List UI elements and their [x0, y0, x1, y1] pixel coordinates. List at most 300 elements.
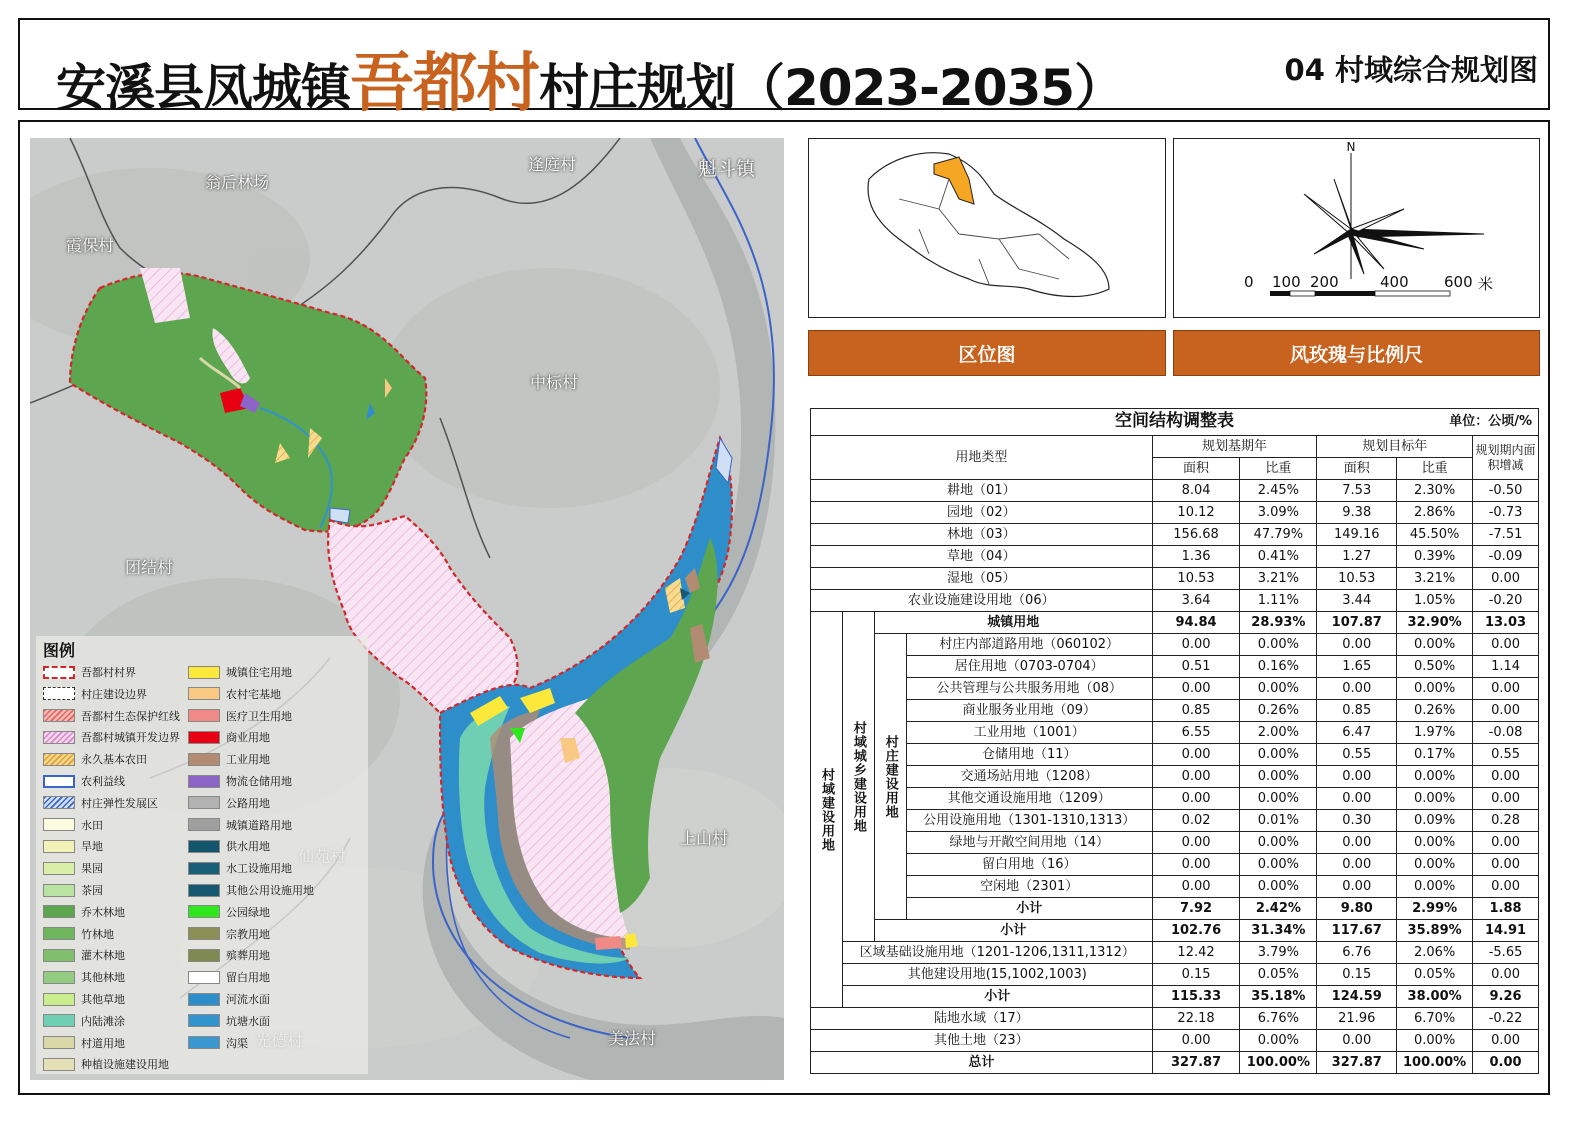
legend-swatch	[43, 687, 75, 700]
table-cell: 2.30%	[1397, 480, 1473, 502]
table-cell: 0.00	[1152, 1030, 1240, 1052]
legend-item	[188, 817, 292, 833]
legend-item	[43, 969, 125, 985]
table-cell: 31.34%	[1240, 920, 1317, 942]
table-cell: 0.00%	[1240, 788, 1317, 810]
table-row	[811, 986, 1539, 1008]
title-bar	[18, 18, 1550, 121]
legend-item	[188, 882, 314, 898]
legend-swatch	[43, 1014, 75, 1027]
table-cell: 12.42	[1152, 942, 1240, 964]
legend-swatch	[188, 687, 220, 700]
table-cell: 0.00%	[1240, 766, 1317, 788]
legend-swatch	[188, 818, 220, 831]
table-cell: -0.50	[1473, 480, 1539, 502]
legend-item	[188, 1035, 248, 1051]
table-cell: 124.59	[1317, 986, 1397, 1008]
table-cell: 7.92	[1152, 898, 1240, 920]
table-cell: 2.45%	[1240, 480, 1317, 502]
legend-swatch	[43, 884, 75, 897]
table-cell: 0.00%	[1397, 854, 1473, 876]
table-row	[811, 634, 1539, 656]
legend-item	[43, 882, 103, 898]
group-label-middle: 村域城乡建设用地	[842, 612, 874, 942]
table-title: 空间结构调整表	[1115, 411, 1234, 431]
row-name: 城镇用地	[874, 612, 1152, 634]
table-row	[811, 876, 1539, 898]
legend-label: 其他公用设施用地	[226, 884, 314, 897]
legend-item	[188, 664, 292, 680]
title-highlight: 吾都村	[350, 47, 539, 121]
legend-swatch	[188, 927, 220, 940]
legend-item	[188, 991, 270, 1007]
table-cell: 0.00%	[1240, 854, 1317, 876]
row-name: 园地（02）	[811, 502, 1153, 524]
row-name: 居住用地（0703-0704）	[906, 656, 1152, 678]
table-cell: 6.76%	[1240, 1008, 1317, 1030]
table-row	[811, 722, 1539, 744]
row-name: 其他交通设施用地（1209）	[906, 788, 1152, 810]
legend-swatch	[43, 905, 75, 918]
place-label: 美法村	[608, 1029, 657, 1048]
table-cell: 0.85	[1317, 700, 1397, 722]
table-cell: 0.00	[1317, 854, 1397, 876]
subtotal-label: 小计	[842, 986, 1152, 1008]
legend-label: 灌木林地	[81, 949, 125, 963]
table-cell: 13.03	[1473, 612, 1539, 634]
table-cell: 0.00	[1317, 1030, 1397, 1052]
table-row	[811, 898, 1539, 920]
table-cell: 0.00%	[1240, 832, 1317, 854]
table-cell: 0.00%	[1240, 876, 1317, 898]
table-cell: 0.00%	[1240, 1030, 1317, 1052]
table-cell: -7.51	[1473, 524, 1539, 546]
table-cell: -0.09	[1473, 546, 1539, 568]
table-cell: 0.00	[1473, 876, 1539, 898]
legend-item	[188, 751, 270, 767]
table-cell: 0.00	[1317, 678, 1397, 700]
table-cell: 3.21%	[1397, 568, 1473, 590]
table-cell: 6.55	[1152, 722, 1240, 744]
legend-label: 供水用地	[226, 840, 270, 854]
legend-label: 吾都村生态保护红线	[81, 709, 180, 723]
row-name: 交通场站用地（1208）	[906, 766, 1152, 788]
table-cell: 0.00%	[1397, 678, 1473, 700]
table-cell: 0.00%	[1240, 678, 1317, 700]
legend-item	[43, 1056, 169, 1072]
place-label: 团结村	[125, 558, 174, 577]
table-row	[811, 920, 1539, 942]
row-name: 商业服务业用地（09）	[906, 700, 1152, 722]
legend-label: 城镇住宅用地	[226, 666, 292, 679]
table-cell: 7.53	[1317, 480, 1397, 502]
location-map	[809, 139, 1164, 315]
compass-scale-inset	[1173, 138, 1540, 318]
table-cell: 117.67	[1317, 920, 1397, 942]
table-cell: 3.64	[1152, 590, 1240, 612]
table-row	[811, 1030, 1539, 1052]
legend-item	[43, 729, 180, 745]
table-row	[811, 700, 1539, 722]
table-cell: 0.00	[1317, 766, 1397, 788]
subtotal-label: 小计	[906, 898, 1152, 920]
table-cell: 9.80	[1317, 898, 1397, 920]
table-cell: 2.99%	[1397, 898, 1473, 920]
legend-label: 村庄弹性发展区	[81, 796, 158, 810]
legend-label: 果园	[81, 862, 103, 876]
legend-item	[43, 686, 147, 702]
table-cell: 0.00	[1473, 854, 1539, 876]
row-name: 村庄内部道路用地（060102）	[906, 634, 1152, 656]
table-cell: -0.08	[1473, 722, 1539, 744]
legend-swatch	[188, 666, 220, 679]
legend-swatch	[188, 775, 220, 788]
table-cell: 10.53	[1152, 568, 1240, 590]
place-label: 霞保村	[66, 236, 115, 255]
table-cell: 0.26%	[1240, 700, 1317, 722]
table-cell: 3.79%	[1240, 942, 1317, 964]
table-row	[811, 480, 1539, 502]
location-map-label: 区位图	[808, 330, 1166, 376]
table-cell: 0.15	[1317, 964, 1397, 986]
table-row	[811, 788, 1539, 810]
legend-label: 物流仓储用地	[226, 775, 292, 788]
table-row	[811, 502, 1539, 524]
legend-item	[188, 904, 270, 920]
page-title	[56, 32, 1123, 124]
legend-item	[43, 708, 180, 724]
legend-swatch	[188, 731, 220, 744]
table-cell: 2.06%	[1397, 942, 1473, 964]
table-cell: -0.73	[1473, 502, 1539, 524]
table-cell: 0.00	[1152, 854, 1240, 876]
legend-swatch	[43, 993, 75, 1006]
legend-label: 殡葬用地	[226, 949, 270, 963]
table-row	[811, 590, 1539, 612]
row-name: 仓储用地（11）	[906, 744, 1152, 766]
table-cell: 0.00	[1317, 832, 1397, 854]
row-name: 公用设施用地（1301-1310,1313）	[906, 810, 1152, 832]
table-cell: 28.93%	[1240, 612, 1317, 634]
legend-item	[188, 926, 270, 942]
table-cell: 0.00%	[1240, 634, 1317, 656]
table-cell: 102.76	[1152, 920, 1240, 942]
row-name: 公共管理与公共服务用地（08）	[906, 678, 1152, 700]
table-cell: 6.70%	[1397, 1008, 1473, 1030]
legend-swatch	[43, 1036, 75, 1049]
table-cell: 1.36	[1152, 546, 1240, 568]
table-cell: 0.39%	[1397, 546, 1473, 568]
table-cell: 2.86%	[1397, 502, 1473, 524]
total-label: 总计	[811, 1052, 1153, 1074]
legend-item	[188, 1013, 270, 1029]
table-cell: 0.00	[1473, 964, 1539, 986]
table-cell: 3.21%	[1240, 568, 1317, 590]
legend-label: 村道用地	[81, 1036, 125, 1050]
legend-swatch	[43, 971, 75, 984]
legend-label: 宗教用地	[226, 927, 270, 941]
table-cell: 14.91	[1473, 920, 1539, 942]
table-cell: 0.55	[1473, 744, 1539, 766]
table-cell: 0.00	[1473, 568, 1539, 590]
table-cell: 2.42%	[1240, 898, 1317, 920]
legend-swatch	[43, 753, 75, 766]
table-cell: 0.00%	[1397, 832, 1473, 854]
table-cell: 100.00%	[1240, 1052, 1317, 1074]
scale-tick: 200	[1310, 273, 1339, 291]
table-cell: 38.00%	[1397, 986, 1473, 1008]
table-cell: 45.50%	[1397, 524, 1473, 546]
table-header-row	[811, 436, 1539, 458]
scale-unit: 米	[1478, 275, 1494, 293]
legend-swatch	[188, 971, 220, 984]
legend-item	[43, 751, 147, 767]
table-cell: 0.00	[1473, 678, 1539, 700]
table-cell: 156.68	[1152, 524, 1240, 546]
legend-label: 种植设施建设用地	[81, 1058, 169, 1072]
table-row	[811, 1052, 1539, 1074]
table-cell: 1.27	[1317, 546, 1397, 568]
legend-label: 内陆滩涂	[81, 1014, 125, 1028]
table-cell: 0.00%	[1397, 1030, 1473, 1052]
legend-swatch	[188, 840, 220, 853]
table-cell: 1.11%	[1240, 590, 1317, 612]
scale-tick: 100	[1272, 273, 1301, 291]
table-cell: 0.00	[1317, 788, 1397, 810]
table-cell: 47.79%	[1240, 524, 1317, 546]
title-suffix: 村庄规划（2023-2035）	[539, 59, 1124, 117]
table-cell: 0.00	[1152, 634, 1240, 656]
table-unit: 单位：公顷/%	[1449, 414, 1532, 429]
table-cell: 1.65	[1317, 656, 1397, 678]
legend-swatch	[43, 731, 75, 744]
compass-scale-label: 风玫瑰与比例尺	[1173, 330, 1540, 376]
table-cell: -5.65	[1473, 942, 1539, 964]
place-label: 翁后林场	[205, 173, 270, 192]
table-cell: 0.05%	[1240, 964, 1317, 986]
table-row	[811, 568, 1539, 590]
legend-swatch	[188, 862, 220, 875]
table-cell: 6.47	[1317, 722, 1397, 744]
legend-label: 吾都村城镇开发边界	[81, 731, 180, 745]
legend-label: 河流水面	[226, 993, 270, 1006]
land-structure-table	[810, 408, 1539, 1082]
table-cell: 0.09%	[1397, 810, 1473, 832]
legend-label: 茶园	[81, 884, 103, 897]
legend-item	[188, 969, 270, 985]
table-title-row	[811, 409, 1539, 436]
row-name: 农业设施建设用地（06）	[811, 590, 1153, 612]
table-cell: 10.53	[1317, 568, 1397, 590]
legend-item	[188, 773, 292, 789]
legend-swatch	[188, 1036, 220, 1049]
table-cell: 0.00%	[1240, 744, 1317, 766]
legend-label: 村庄建设边界	[81, 687, 147, 701]
table-row	[811, 524, 1539, 546]
legend-label: 水工设施用地	[226, 862, 292, 876]
table-cell: 0.01%	[1240, 810, 1317, 832]
scale-tick: 400	[1380, 273, 1409, 291]
table-cell: 149.16	[1317, 524, 1397, 546]
map-legend	[36, 636, 368, 1074]
legend-swatch	[43, 775, 75, 788]
header-change: 规划期内面积增减	[1473, 436, 1539, 480]
table-cell: 1.88	[1473, 898, 1539, 920]
row-name: 林地（03）	[811, 524, 1153, 546]
legend-item	[188, 686, 281, 702]
legend-title: 图例	[43, 641, 76, 660]
row-name: 草地（04）	[811, 546, 1153, 568]
table-cell: 0.30	[1317, 810, 1397, 832]
scale-bar	[1270, 291, 1450, 296]
table-cell: 0.00	[1473, 1052, 1539, 1074]
table-cell: 3.09%	[1240, 502, 1317, 524]
legend-item	[188, 729, 270, 745]
header-base-year: 规划基期年	[1152, 436, 1317, 458]
table-cell: 10.12	[1152, 502, 1240, 524]
legend-item	[43, 904, 125, 920]
legend-label: 乔木林地	[81, 905, 125, 919]
legend-label: 医疗卫生用地	[226, 709, 292, 723]
legend-item	[43, 773, 125, 789]
sheet-title: 04 村域综合规划图	[1284, 53, 1538, 87]
table-cell: 327.87	[1317, 1052, 1397, 1074]
table-row	[811, 612, 1539, 634]
row-name: 工业用地（1001）	[906, 722, 1152, 744]
table-cell: 0.50%	[1397, 656, 1473, 678]
legend-label: 工业用地	[226, 753, 270, 767]
location-map-inset	[808, 138, 1166, 318]
table-cell: 0.02	[1152, 810, 1240, 832]
table-cell: 6.76	[1317, 942, 1397, 964]
legend-label: 农利益线	[81, 775, 125, 788]
table-cell: 35.89%	[1397, 920, 1473, 942]
legend-item	[43, 860, 103, 876]
legend-item	[43, 664, 136, 680]
table-cell: 2.00%	[1240, 722, 1317, 744]
legend-swatch	[188, 709, 220, 722]
group-label-inner: 村庄建设用地	[874, 634, 906, 920]
table-cell: -0.22	[1473, 1008, 1539, 1030]
legend-item	[188, 708, 292, 724]
legend-label: 留白用地	[226, 971, 270, 985]
legend-label: 城镇道路用地	[226, 818, 292, 832]
legend-label: 沟渠	[226, 1036, 248, 1050]
table-cell: 1.05%	[1397, 590, 1473, 612]
legend-label: 商业用地	[226, 731, 270, 745]
table-cell: 0.00	[1152, 766, 1240, 788]
table-cell: 3.44	[1317, 590, 1397, 612]
header-target-year: 规划目标年	[1317, 436, 1473, 458]
table-cell: 22.18	[1152, 1008, 1240, 1030]
table-row	[811, 678, 1539, 700]
legend-swatch	[43, 1058, 75, 1071]
table-cell: 0.28	[1473, 810, 1539, 832]
legend-label: 竹林地	[81, 927, 114, 941]
header-ratio: 比重	[1240, 458, 1317, 480]
table-cell: 94.84	[1152, 612, 1240, 634]
table-cell: 21.96	[1317, 1008, 1397, 1030]
legend-swatch	[43, 818, 75, 831]
legend-swatch	[43, 666, 75, 679]
legend-swatch	[188, 993, 220, 1006]
table-cell: 0.16%	[1240, 656, 1317, 678]
table-cell: 35.18%	[1240, 986, 1317, 1008]
legend-label: 其他林地	[81, 971, 125, 985]
table-row	[811, 942, 1539, 964]
table-cell: 0.00	[1473, 788, 1539, 810]
legend-swatch	[43, 927, 75, 940]
group-label-outer: 村域建设用地	[811, 612, 843, 1008]
table-cell: 0.00%	[1397, 634, 1473, 656]
place-label: 魁斗镇	[698, 158, 756, 180]
table-body	[811, 480, 1539, 1074]
row-name: 耕地（01）	[811, 480, 1153, 502]
place-label: 中标村	[530, 373, 579, 392]
legend-swatch	[43, 862, 75, 875]
table-cell: 0.00	[1152, 876, 1240, 898]
legend-swatch	[188, 949, 220, 962]
table-row	[811, 546, 1539, 568]
legend-item	[188, 947, 270, 963]
table-cell: 0.55	[1317, 744, 1397, 766]
legend-item	[43, 795, 158, 811]
table-cell: 0.00%	[1397, 766, 1473, 788]
table-cell: 0.17%	[1397, 744, 1473, 766]
table-row	[811, 1008, 1539, 1030]
legend-label: 农村宅基地	[226, 687, 281, 701]
table-cell: 0.00	[1473, 700, 1539, 722]
table-cell: 0.51	[1152, 656, 1240, 678]
row-name: 空闲地（2301）	[906, 876, 1152, 898]
row-name: 陆地水域（17）	[811, 1008, 1153, 1030]
table-cell: 0.85	[1152, 700, 1240, 722]
legend-item	[188, 838, 270, 854]
legend-item	[43, 817, 103, 833]
legend-label: 吾都村村界	[81, 666, 136, 679]
legend-swatch	[43, 709, 75, 722]
table-row	[811, 810, 1539, 832]
table-row	[811, 766, 1539, 788]
legend-swatch	[188, 796, 220, 809]
table-cell: 0.00	[1473, 832, 1539, 854]
table-cell: 32.90%	[1397, 612, 1473, 634]
place-label: 逢庭村	[528, 155, 577, 174]
legend-swatch	[43, 949, 75, 962]
row-name: 湿地（05）	[811, 568, 1153, 590]
header-area: 面积	[1152, 458, 1240, 480]
legend-item	[43, 838, 103, 854]
table-cell: 100.00%	[1397, 1052, 1473, 1074]
table-cell: 1.97%	[1397, 722, 1473, 744]
table-cell: 0.00%	[1397, 876, 1473, 898]
table-cell: 0.00	[1152, 788, 1240, 810]
north-label: N	[1346, 140, 1356, 154]
legend-swatch	[43, 796, 75, 809]
legend-label: 其他草地	[81, 993, 125, 1006]
legend-item	[43, 1013, 125, 1029]
table-cell: 9.26	[1473, 986, 1539, 1008]
legend-label: 旱地	[81, 840, 103, 854]
table-cell: 1.14	[1473, 656, 1539, 678]
table-cell: 0.00%	[1397, 788, 1473, 810]
legend-label: 坑塘水面	[226, 1014, 270, 1028]
table-row	[811, 832, 1539, 854]
legend-item	[43, 1035, 125, 1051]
title-prefix: 安溪县凤城镇	[56, 59, 350, 117]
table-cell: 0.05%	[1397, 964, 1473, 986]
table-cell: -0.20	[1473, 590, 1539, 612]
